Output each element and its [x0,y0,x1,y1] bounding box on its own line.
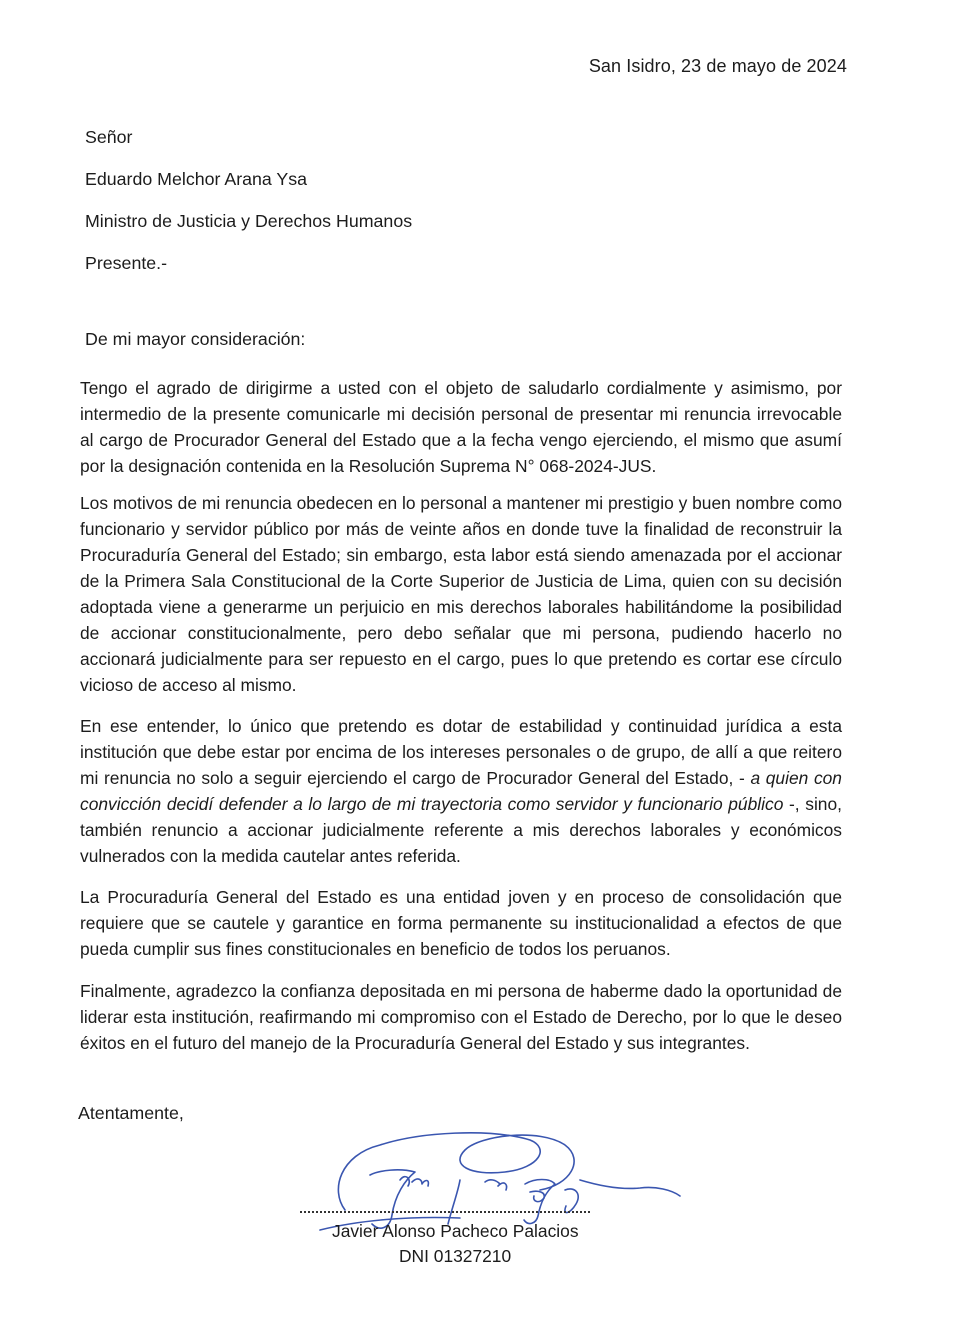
paragraph-2-text: Los motivos de mi renuncia obedecen en lo personal a mantener mi prestigio y buen nombre como funcionario y servidor público por más de veinte años en donde tuve la finalidad de reconstruir la Procuraduría General del Estado; sin embargo, esta labor está siendo amenazada por el accionar de la Primera Sala Constitucional de la Corte Superior de Justicia de Lima, quien con su decisión adoptada viene a generarme un perjuicio en mis derechos laborales habilitándome la posibilidad de accionar constitucionalmente, pero debo señalar que mi persona, pudiendo hacerlo no accionará judicialmente para ser repuesto en el cargo, pues lo que pretendo es cortar ese círculo vicioso de acceso al mismo. [80,493,842,695]
signature-line [300,1211,590,1213]
paragraph-3 [80,713,842,869]
addressee-name: Eduardo Melchor Arana Ysa [85,169,308,189]
salutation: De mi mayor consideración: [85,329,306,349]
addressee-position: Ministro de Justicia y Derechos Humanos [85,211,413,231]
paragraph-3-text [80,713,842,869]
paragraph-5-text: Finalmente, agradezco la confianza depositada en mi persona de haberme dado la oportunidad de liderar esta institución, reafirmando mi compromiso con el Estado de Derecho, por lo que le deseo éxitos en el futuro del manejo de la Procuraduría General del Estado y sus integrantes. [80,981,842,1053]
signature-block [300,1120,720,1280]
signer-name: Javier Alonso Pacheco Palacios [332,1221,579,1241]
paragraph-2 [80,490,842,698]
closing: Atentamente, [78,1103,184,1123]
letter-date: San Isidro, 23 de mayo de 2024 [588,56,847,76]
paragraph-3-italic: a quien con convicción decidí defender a lo largo de mi trayectoria como servidor y funcionario público [80,768,842,814]
paragraph-3-start: En ese entender, lo único que pretendo es dotar de estabilidad y continuidad jurídica a esta institución que debe estar por encima de los intereses personales o de grupo, de allí a que reitero mi renuncia no solo a seguir ejerciendo el cargo de Procurador General del Estado, - [80,716,842,788]
paragraph-1-text: Tengo el agrado de dirigirme a usted con el objeto de saludarlo cordialmente y asimismo, por intermedio de la presente comunicarle mi decisión personal de presentar mi renuncia irrevocable al cargo de Procurador General del Estado que a la fecha vengo ejerciendo, el mismo que asumí por la designación contenida en la Resolución Suprema N° 068-2024-JUS. [80,378,842,476]
paragraph-3-end: -, sino, también renuncio a accionar judicialmente referente a mis derechos laborales y económicos vulnerados con la medida cautelar antes referida. [80,794,842,866]
addressee-title: Señor [85,127,133,147]
paragraph-4-text: La Procuraduría General del Estado es una entidad joven y en proceso de consolidación que requiere que se cautele y garantice en forma permanente su institucionalidad a efectos de que pueda cumplir sus fines constitucionales en beneficio de todos los peruanos. [80,887,842,959]
paragraph-5 [80,978,842,1056]
signer-dni: DNI 01327210 [399,1246,512,1266]
addressee-block [85,127,412,295]
paragraph-1 [80,375,842,479]
addressee-presente: Presente.- [85,253,168,273]
paragraph-4 [80,884,842,962]
